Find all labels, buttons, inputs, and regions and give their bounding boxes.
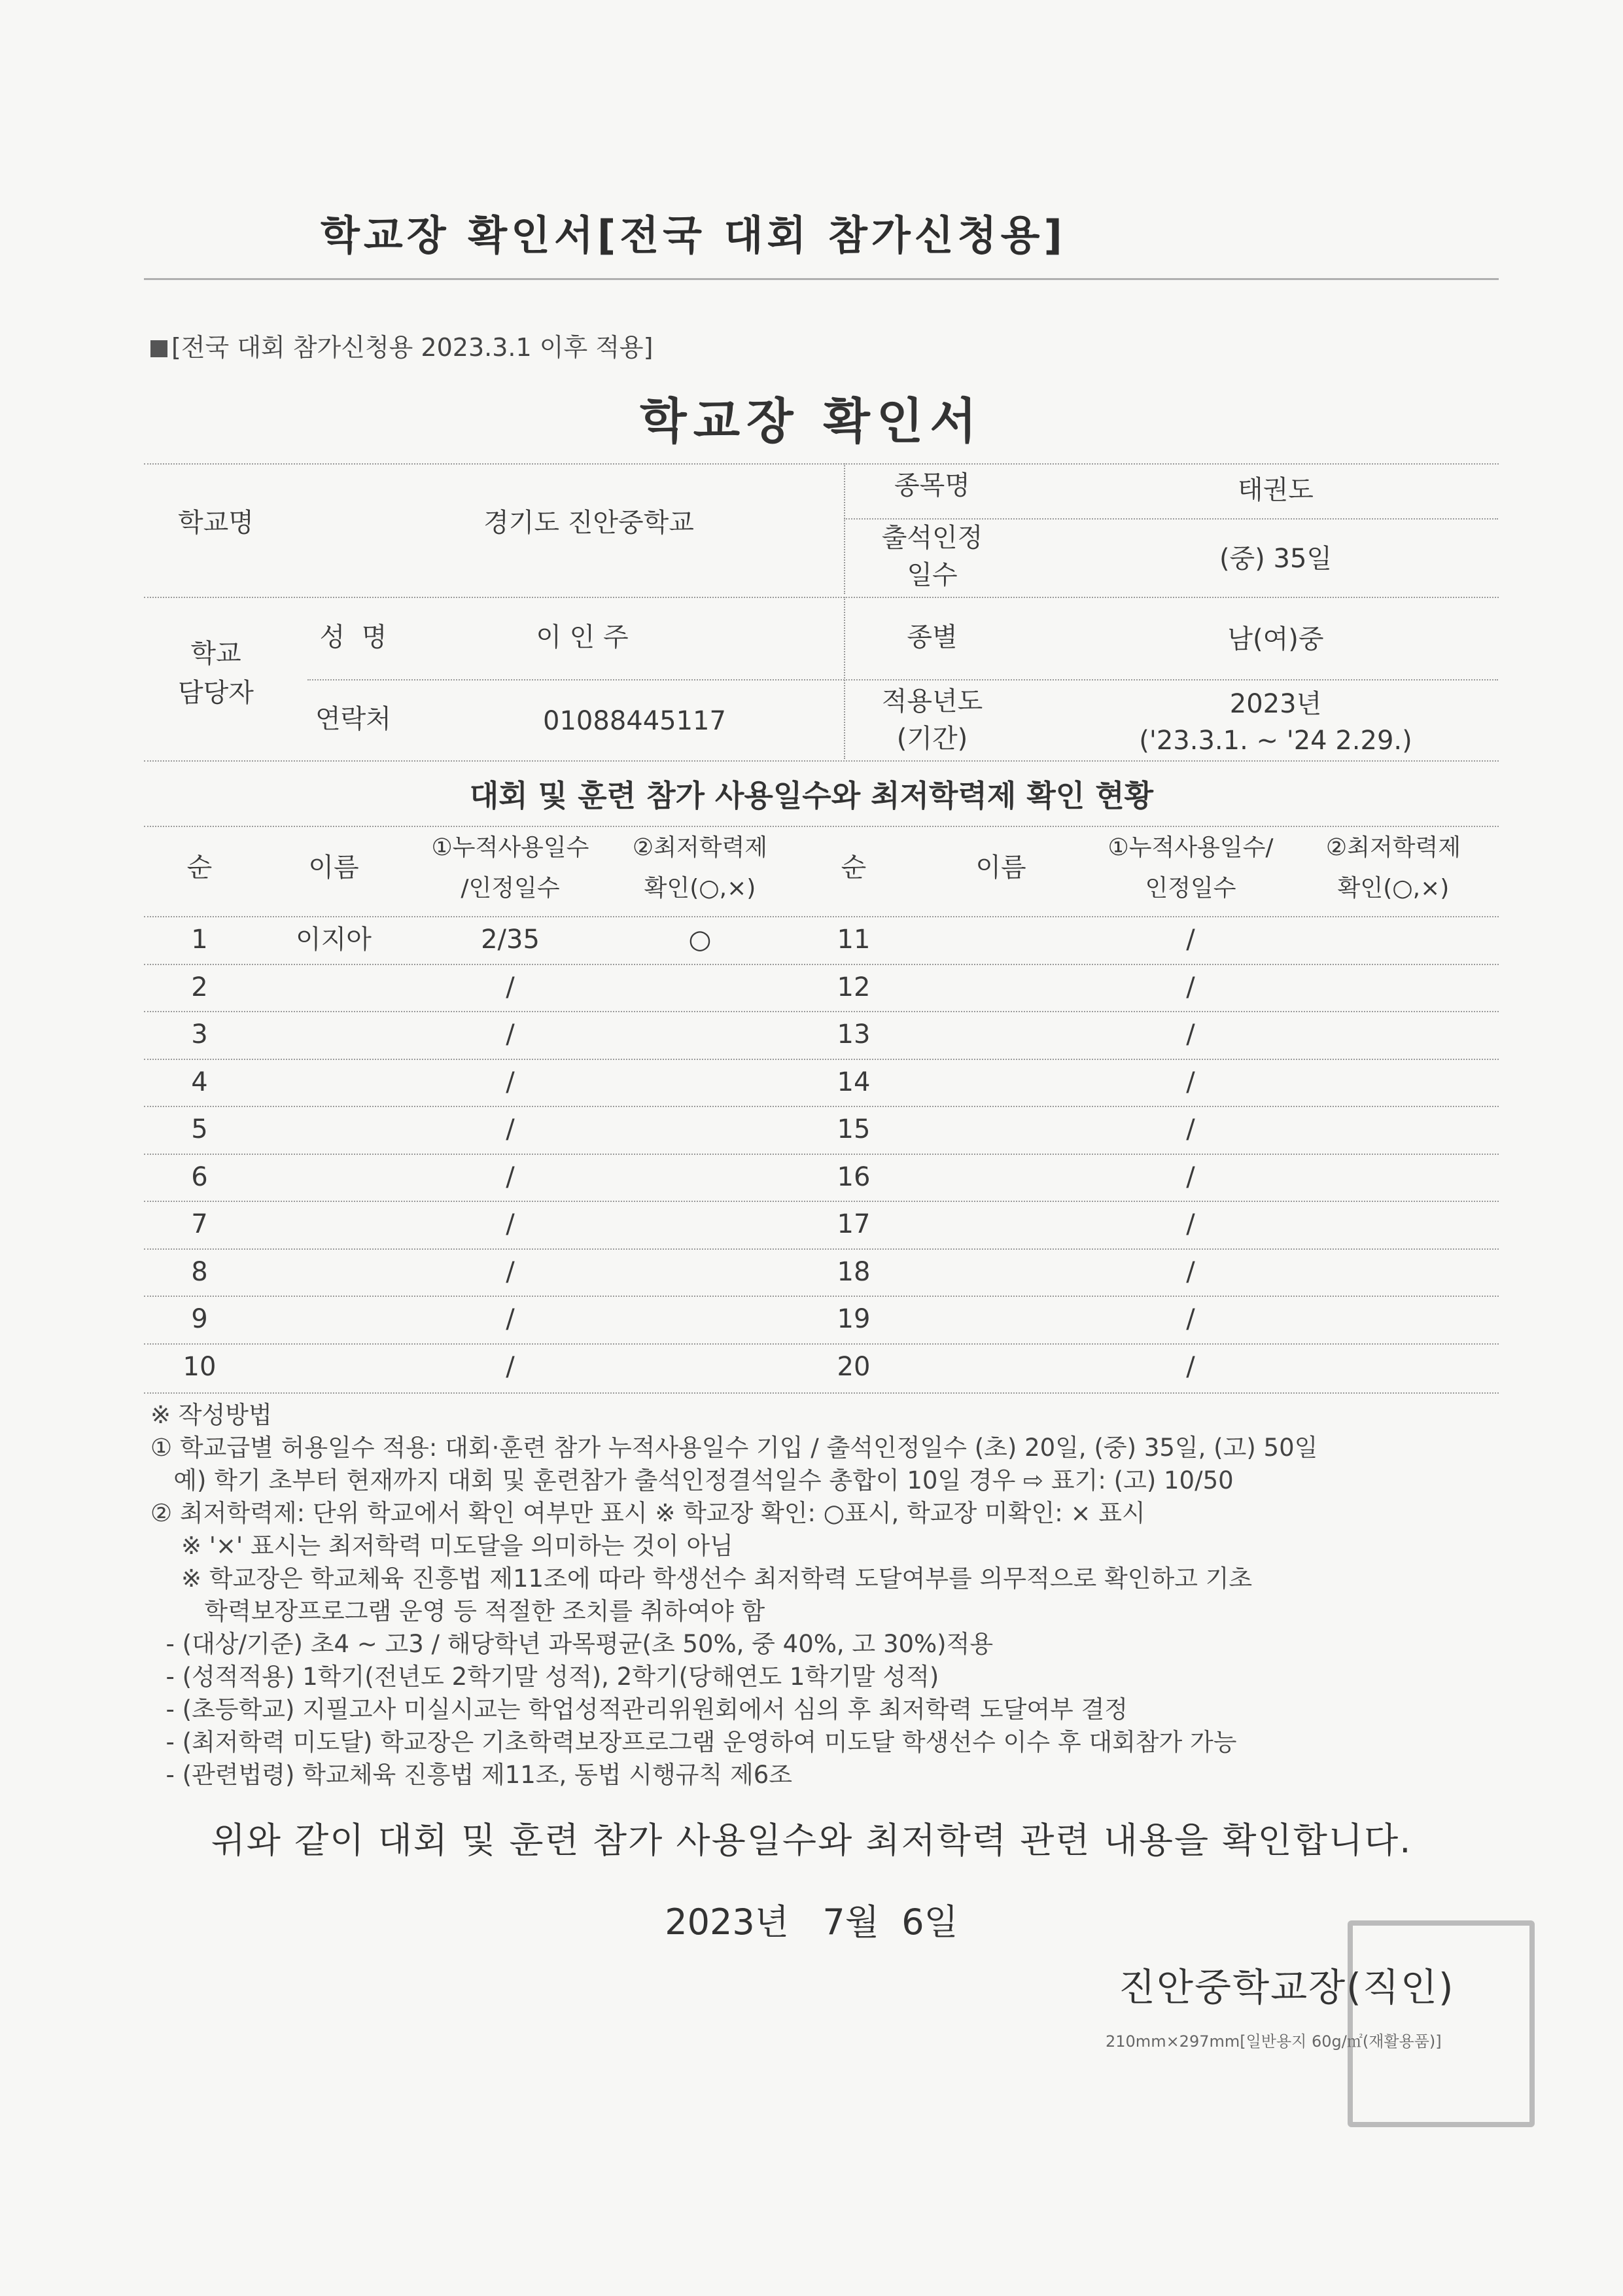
attendance-value: (중) 35일 (1219, 544, 1333, 574)
days-used: / (506, 972, 515, 1002)
row-number: 2 (191, 972, 208, 1002)
note-line: - (초등학교) 지필고사 미실시교는 학업성적관리위원회에서 심의 후 최저학력 도달여부 결정 (150, 1695, 1128, 1723)
table-line (144, 1059, 1499, 1060)
row-number: 16 (837, 1162, 871, 1192)
contact-label: 연락처 (315, 704, 391, 734)
days-used: / (1186, 1019, 1195, 1050)
row-number: 6 (191, 1162, 208, 1192)
issue-date: 2023년 7월 6일 (665, 1901, 958, 1943)
header-days-2: /인정일수 (461, 875, 560, 902)
days-used: 2/35 (481, 925, 540, 955)
name-label: 성 명 (319, 622, 387, 652)
paper-size-note: 210mm×297mm[일반용지 60g/㎡(재활용품)] (1106, 2032, 1442, 2051)
days-used: / (1186, 972, 1195, 1002)
table-line (144, 463, 1499, 465)
athlete-name: 이지아 (296, 925, 372, 955)
form-title: 학교장 확인서 (640, 393, 983, 450)
days-used: / (506, 1114, 515, 1144)
table-line (144, 1201, 1499, 1202)
table-line (144, 1154, 1499, 1155)
note-line: ※ 학교장은 학교체육 진흥법 제11조에 따라 학생선수 최저학력 도달여부를 의무적으로 확인하고 기초 (150, 1564, 1253, 1593)
school-label: 학교명 (178, 508, 254, 538)
row-number: 18 (837, 1257, 871, 1287)
row-number: 3 (191, 1019, 208, 1050)
official-seal-stamp (1348, 1920, 1535, 2127)
header-days-2-right: 인정일수 (1145, 875, 1236, 902)
note-line: ※ '×' 표시는 최저학력 미도달을 의미하는 것이 아님 (150, 1532, 733, 1560)
divider (144, 278, 1499, 280)
year-label-1: 적용년도 (881, 686, 983, 716)
table-line (144, 760, 1499, 762)
row-number: 4 (191, 1067, 208, 1097)
row-number: 12 (837, 972, 871, 1002)
days-used: / (1186, 1304, 1195, 1334)
square-bullet-icon (150, 340, 167, 357)
days-used: / (1186, 1209, 1195, 1239)
confirmation-statement: 위와 같이 대회 및 훈련 참가 사용일수와 최저학력 관련 내용을 확인합니다. (211, 1820, 1412, 1861)
row-number: 13 (837, 1019, 871, 1050)
header-check-1-right: ②최저학력제 (1325, 834, 1461, 861)
header-days-1-right: ①누적사용일수/ (1108, 834, 1274, 861)
note-line: - (성적적용) 1학기(전년도 2학기말 성적), 2학기(당해연도 1학기말 성적) (150, 1663, 939, 1691)
table-line (144, 1343, 1499, 1345)
gender-value: 남(여)중 (1227, 624, 1324, 654)
days-used: / (506, 1162, 515, 1192)
table-line (144, 1296, 1499, 1297)
contact-value: 01088445117 (543, 706, 726, 736)
header-name-right: 이름 (975, 853, 1026, 883)
document-top-title: 학교장 확인서[전국 대회 참가신청용] (321, 211, 1066, 259)
sport-label: 종목명 (894, 470, 970, 501)
school-value: 경기도 진안중학교 (483, 508, 694, 538)
row-number: 14 (837, 1067, 871, 1097)
header-check-2-right: 확인(○,×) (1337, 875, 1450, 902)
row-number: 9 (191, 1304, 208, 1334)
row-number: 10 (183, 1352, 217, 1382)
name-value: 이 인 주 (536, 622, 629, 652)
attendance-label-1: 출석인정 (881, 523, 983, 553)
table-line (144, 597, 1499, 598)
days-used: / (506, 1352, 515, 1382)
year-value: 2023년 (1229, 689, 1322, 719)
note-line: ② 최저학력제: 단위 학교에서 확인 여부만 표시 ※ 학교장 확인: ○표시, 학교장 미확인: × 표시 (150, 1499, 1145, 1527)
row-number: 8 (191, 1257, 208, 1287)
table-line (144, 826, 1499, 827)
days-used: / (506, 1067, 515, 1097)
table-vline (844, 463, 845, 594)
days-used: / (1186, 1352, 1195, 1382)
row-number: 11 (837, 925, 871, 955)
header-check-2: 확인(○,×) (644, 875, 756, 902)
period-value: ('23.3.1. ~ '24 2.29.) (1139, 726, 1412, 756)
note-line: - (대상/기준) 초4 ~ 고3 / 해당학년 과목평균(초 50%, 중 40%, 고 30%)적용 (150, 1630, 994, 1658)
note-line: 학력보장프로그램 운영 등 적절한 조치를 취하여야 함 (150, 1597, 765, 1625)
table-line (144, 1011, 1499, 1012)
note-line: - (최저학력 미도달) 학교장은 기초학력보장프로그램 운영하여 미도달 학생선수 이수 후 대회참가 가능 (150, 1728, 1237, 1756)
header-check-1: ②최저학력제 (632, 834, 768, 861)
note-line: ① 학교급별 허용일수 적용: 대회·훈련 참가 누적사용일수 기입 / 출석인정일수 (초) 20일, (중) 35일, (고) 50일 (150, 1434, 1318, 1462)
table-line (144, 1106, 1499, 1107)
header-days-1: ①누적사용일수 (431, 834, 589, 861)
row-number: 1 (191, 925, 208, 955)
apply-note (150, 327, 653, 363)
table-line (307, 679, 1498, 680)
apply-note-text: [전국 대회 참가신청용 2023.3.1 이후 적용] (171, 333, 654, 362)
days-used: / (1186, 1162, 1195, 1192)
table-line (144, 964, 1499, 965)
days-used: / (1186, 1257, 1195, 1287)
row-number: 17 (837, 1209, 871, 1239)
days-used: / (506, 1257, 515, 1287)
manager-label-2: 담당자 (178, 678, 254, 708)
days-used: / (506, 1304, 515, 1334)
days-used: / (506, 1019, 515, 1050)
row-number: 7 (191, 1209, 208, 1239)
days-used: / (506, 1209, 515, 1239)
row-number: 19 (837, 1304, 871, 1334)
table-line (144, 1392, 1499, 1394)
year-label-2: (기간) (896, 724, 968, 754)
attendance-label-2: 일수 (907, 560, 958, 590)
principal-signature: 진안중학교장(직인) (1119, 1965, 1455, 2009)
table-line (144, 916, 1499, 917)
header-name: 이름 (308, 853, 359, 883)
gender-label: 종별 (907, 622, 958, 652)
days-used: / (1186, 1067, 1195, 1097)
header-order: 순 (186, 853, 213, 883)
table-vline (844, 597, 845, 759)
section-title: 대회 및 훈련 참가 사용일수와 최저학력제 확인 현황 (469, 778, 1154, 813)
days-used: / (1186, 1114, 1195, 1144)
table-line (144, 1248, 1499, 1250)
row-number: 5 (191, 1114, 208, 1144)
note-line: 예) 학기 초부터 현재까지 대회 및 훈련참가 출석인정결석일수 총합이 10일 경우 ⇨ 표기: (고) 10/50 (150, 1466, 1234, 1494)
header-order-right: 순 (841, 853, 867, 883)
row-number: 15 (837, 1114, 871, 1144)
row-number: 20 (837, 1352, 871, 1382)
table-line (844, 518, 1498, 520)
min-academic-check: ○ (688, 925, 712, 955)
manager-label-1: 학교 (190, 639, 241, 669)
days-used: / (1186, 925, 1195, 955)
sport-value: 태권도 (1238, 475, 1314, 505)
note-line: - (관련법령) 학교체육 진흥법 제11조, 동법 시행규칙 제6조 (150, 1761, 793, 1789)
note-line: ※ 작성방법 (150, 1401, 272, 1429)
